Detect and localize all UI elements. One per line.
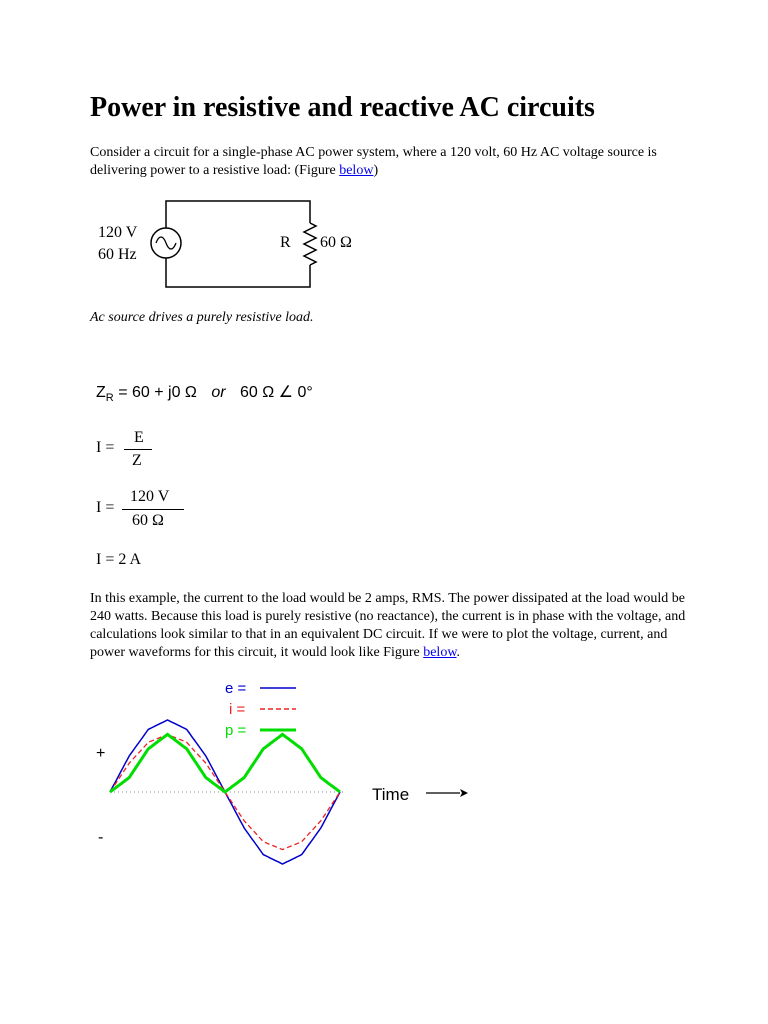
z-symbol: Z (96, 384, 106, 401)
circuit-diagram (90, 195, 380, 295)
waveform-chart (90, 672, 490, 887)
fraction-bar (122, 509, 184, 510)
figure-link[interactable]: below (339, 163, 374, 178)
z-rectangular: = 60 + j0 Ω (118, 384, 197, 401)
body-text: In this example, the current to the load would be 2 amps, RMS. The power dissipated at the load would be 240 watts. Because this load is purely resistive (no reactance), the current is in phase with the voltage, and calculations look similar to that in an equivalent DC circuit. If we were to plot the voltage, current, and power waveforms for this circuit, it would look like Figure (90, 591, 686, 660)
intro-paragraph (90, 144, 690, 180)
source-frequency-label: 60 Hz (98, 246, 137, 263)
time-arrow-icon (426, 789, 468, 797)
figure-caption: Ac source drives a purely resistive load. (90, 310, 314, 325)
numerator-e: E (134, 429, 144, 446)
fraction-bar (124, 449, 152, 450)
resistor-value: 60 Ω (320, 234, 352, 251)
current-calc-equation (96, 487, 216, 532)
legend-label-i: i = (229, 701, 246, 718)
z-subscript: R (105, 392, 114, 405)
body-paragraph (90, 590, 690, 662)
legend-label-e: e = (225, 680, 247, 697)
current-lhs: I = (96, 439, 115, 456)
source-voltage-label: 120 V (98, 224, 138, 241)
current-lhs: I = (96, 499, 115, 516)
z-polar: 60 Ω ∠ 0° (240, 384, 313, 401)
body-end: . (456, 645, 461, 660)
numerator-voltage: 120 V (130, 488, 170, 505)
legend-label-p: p = (225, 722, 247, 739)
chart-legend (225, 680, 296, 739)
page-title: Power in resistive and reactive AC circuits (90, 92, 595, 123)
denominator-z: Z (132, 452, 142, 469)
plot-area (110, 720, 345, 864)
positive-axis-label: + (96, 745, 106, 762)
time-axis-label: Time (372, 785, 410, 804)
denominator-resistance: 60 Ω (132, 512, 164, 529)
negative-axis-label: - (98, 829, 104, 846)
or-word: or (211, 384, 226, 401)
impedance-equation (96, 382, 313, 404)
series-line-p (110, 734, 340, 792)
resistor-label: R (280, 234, 291, 251)
intro-text: Consider a circuit for a single-phase AC power system, where a 120 volt, 60 Hz AC voltage source is delivering power to a resistive load: (Figure (90, 145, 657, 178)
current-result: I = 2 A (96, 551, 142, 568)
intro-end: ) (373, 163, 379, 178)
ohms-law-equation (96, 427, 176, 472)
figure-link[interactable]: below (423, 645, 457, 660)
